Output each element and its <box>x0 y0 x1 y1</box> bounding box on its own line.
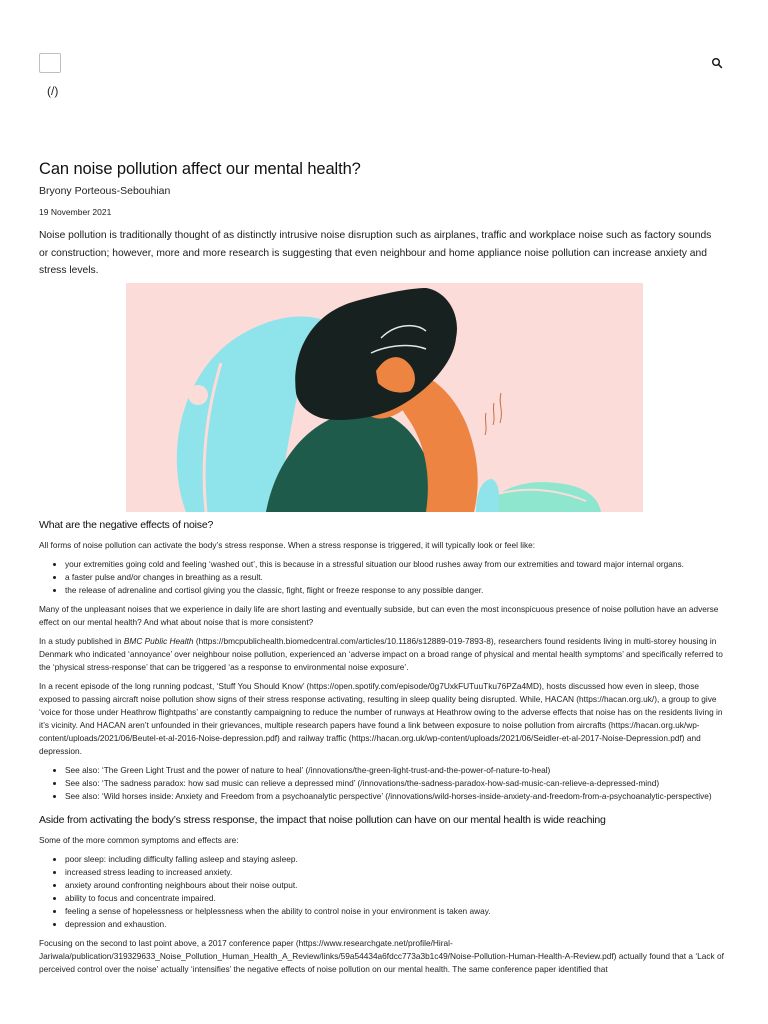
article-lead: Noise pollution is traditionally thought of as distinctly intrusive noise disruption such as airplanes, traffic and workplace noise such as factory sounds or construction; however, more and more research is suggesting that even neighbour and home appliance noise pollution can increase anxiety and stress levels. <box>39 230 712 276</box>
section-heading-impact: Aside from activating the body’s stress response, the impact that noise pollution can have on our mental health is wide reaching <box>39 814 606 826</box>
list-item: • depression and exhaustion. <box>65 918 729 931</box>
article-body <box>39 518 729 982</box>
list-item: • increased stress leading to increased anxiety. <box>65 866 729 879</box>
text: In a study published in <box>39 636 124 646</box>
stress-response-list <box>39 558 729 597</box>
list-item: • anxiety around confronting neighbours about their noise output. <box>65 879 729 892</box>
see-also-list <box>39 764 729 803</box>
text: (https://bmcpublichealth.biomedcentral.com/articles/10.1186/s12889-019-7893-8), researchers found residents living in multi-storey housing in Denmark who indicated ‘annoyance’ over neighbour noise pollution, experienced an ‘adverse impact on a broad range of physical and mental health symptoms’ and specifically referred to the ‘physical stress-response’ that can be triggered ‘as a response to environmental noise exposure’. <box>39 636 723 672</box>
list-item: • feeling a sense of hopelessness or helplessness when the ability to control noise in your environment is taken away. <box>65 905 729 918</box>
journal-name: BMC Public Health <box>123 636 194 646</box>
paragraph: Many of the unpleasant noises that we experience in daily life are short lasting and eventually subside, but can even the most inconspicuous presence of noise pollution have an adverse effect on our mental health? And what about noise that is more consistent? <box>39 604 719 627</box>
paragraph: In a recent episode of the long running podcast, ‘Stuff You Should Know’ (https://open.spotify.com/episode/0g7UxkFUTuuTku76PZa4MD), hosts discussed how even in sleep, those exposed to passing aircraft noise pollution show signs of their stress response activating, resulting in sleep quality being disrupted. While, HACAN (https://hacan.org.uk/), a group to give ‘voice for those under Heathrow flightpaths’ are constantly campaigning to reduce the number of runways at Heathrow owing to the adverse effects that noise has on the residents living in it’s vicinity. And HACAN aren’t unfounded in their grievances, multiple research papers have found a link between exposure to noise pollution from aircrafts (https://hacan.org.uk/wp-content/uploads/2021/06/Beutel-et-al-2016-Noise-depression.pdf) and railway traffic (https://hacan.org.uk/wp-content/uploads/2021/06/Seidler-et-al-2017-Noise-Depression.pdf) and depression. <box>39 681 723 756</box>
symptoms-list <box>39 853 729 931</box>
see-also-link[interactable]: • See also: ‘The Green Light Trust and the power of nature to heal’ (/innovations/the-green-light-trust-and-the-power-of-nature-to-heal) <box>65 764 729 777</box>
see-also-link[interactable]: • See also: ‘Wild horses inside: Anxiety and Freedom from a psychoanalytic perspective’ (/innovations/wild-horses-inside-anxiety-and-freedom-from-a-psychoanalytic-perspective) <box>65 790 729 803</box>
home-link[interactable]: (/) <box>47 84 59 98</box>
hero-illustration <box>126 283 643 512</box>
article-date: 19 November 2021 <box>39 207 112 217</box>
paragraph: Some of the more common symptoms and effects are: <box>39 835 239 845</box>
paragraph: All forms of noise pollution can activate the body’s stress response. When a stress response is triggered, it will typically look or feel like: <box>39 540 536 550</box>
article-title: Can noise pollution affect our mental health? <box>39 160 361 178</box>
list-item: • your extremities going cold and feeling ‘washed out’, this is because in a stressful situation our blood rushes away from our extremities and toward major internal organs. <box>65 558 729 571</box>
site-logo[interactable] <box>39 53 61 73</box>
paragraph <box>39 635 729 674</box>
search-icon[interactable] <box>711 57 723 69</box>
list-item: • the release of adrenaline and cortisol giving you the classic, fight, flight or freeze response to any possible danger. <box>65 584 729 597</box>
list-item: • a faster pulse and/or changes in breathing as a result. <box>65 571 729 584</box>
list-item: • poor sleep: including difficulty falling asleep and staying asleep. <box>65 853 729 866</box>
section-heading-negative-effects: What are the negative effects of noise? <box>39 519 214 531</box>
list-item: • ability to focus and concentrate impaired. <box>65 892 729 905</box>
paragraph: Focusing on the second to last point above, a 2017 conference paper (https://www.researchgate.net/profile/Hiral-Jariwala/publication/319329633_Noise_Pollution_Human_Health_A_Review/links/59a54434a6fdcc773a3b1c49/Noise-Pollution-Human-Health-A-Review.pdf) actually found that a ‘Lack of perceived control over the noise’ actually ‘intensifies’ the negative effects of noise pollution on our mental health. The same conference paper identified that <box>39 938 724 974</box>
article-author[interactable]: Bryony Porteous-Sebouhian <box>39 185 171 197</box>
see-also-link[interactable]: • See also: ‘The sadness paradox: how sad music can relieve a depressed mind’ (/innovations/the-sadness-paradox-how-sad-music-can-relieve-a-depressed-mind) <box>65 777 729 790</box>
